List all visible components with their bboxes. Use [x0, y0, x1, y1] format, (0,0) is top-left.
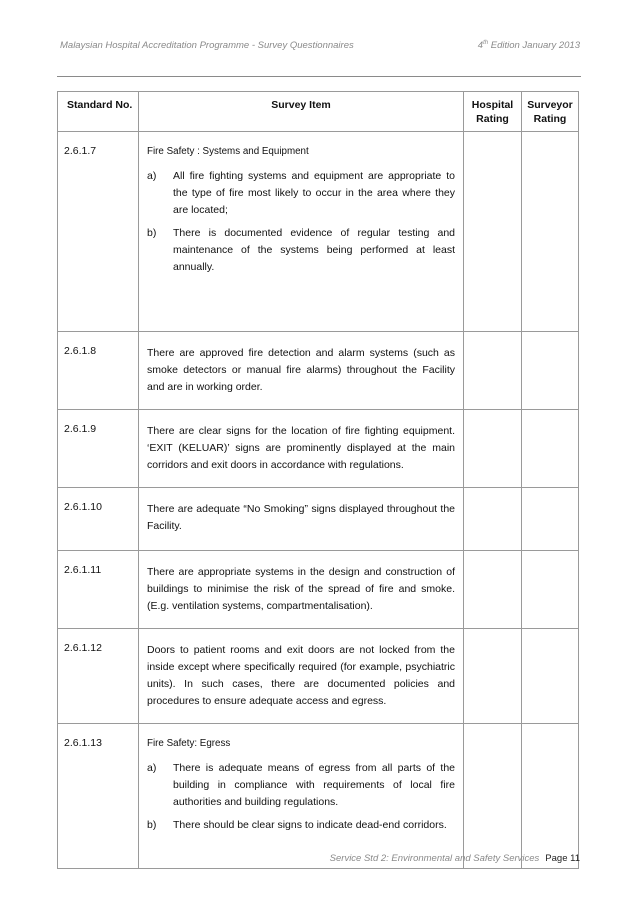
item-text: There are appropriate systems in the design and construction of buildings to minimise the risk of the spread of fire and smoke. (E.g. ventilation systems, compartmentalisation).	[147, 566, 455, 612]
survey-item	[139, 410, 464, 488]
edition-number: 4	[477, 40, 484, 52]
hospital-rating-cell[interactable]	[464, 410, 522, 488]
sub-item-text: All fire fighting systems and equipment are appropriate to the type of fire most likely to occur in the area where they are located;	[173, 170, 455, 216]
item-title: Fire Safety : Systems and Equipment	[147, 146, 309, 157]
table-row	[58, 132, 579, 332]
sub-item	[147, 225, 455, 276]
edition-date: Edition January 2013	[488, 40, 580, 52]
sub-item	[147, 817, 455, 834]
item-text: There are approved fire detection and alarm systems (such as smoke detectors or manual fire alarms) throughout the Facility and are in working order.	[147, 347, 455, 393]
hospital-rating-cell[interactable]	[464, 488, 522, 551]
header-rule	[57, 76, 581, 77]
sub-item-label: a)	[147, 762, 157, 774]
edition-suffix: th	[483, 40, 489, 46]
standard-number: 2.6.1.12	[58, 629, 139, 724]
sub-item-text: There is adequate means of egress from all parts of the building in compliance with requirements of local fire authorities and building regulations.	[173, 762, 455, 808]
sub-item	[147, 760, 455, 811]
item-title: Fire Safety: Egress	[147, 738, 231, 749]
surveyor-rating-line1: Surveyor	[527, 99, 573, 111]
surveyor-rating-cell[interactable]	[522, 724, 579, 869]
survey-item	[139, 629, 464, 724]
standard-number: 2.6.1.7	[58, 132, 139, 332]
surveyor-rating-cell[interactable]	[522, 332, 579, 410]
surveyor-rating-cell[interactable]	[522, 629, 579, 724]
item-text: There are adequate “No Smoking” signs displayed throughout the Facility.	[147, 503, 455, 532]
table-header-row	[58, 92, 579, 132]
hospital-rating-cell[interactable]	[464, 132, 522, 332]
survey-item	[139, 551, 464, 629]
item-text: There are clear signs for the location of fire fighting equipment. ‘EXIT (KELUAR)’ signs are prominently displayed at the main corridors and exit doors in accordance with regulations.	[147, 425, 455, 471]
sub-item-text: There should be clear signs to indicate dead-end corridors.	[173, 819, 447, 831]
table-row	[58, 724, 579, 869]
standard-number: 2.6.1.10	[58, 488, 139, 551]
table-row	[58, 551, 579, 629]
item-text: Doors to patient rooms and exit doors are not locked from the inside except where specifically required (for example, psychiatric units). In such cases, there are documented policies and procedures to ensure adequate access and egress.	[147, 644, 455, 707]
col-hospital-rating-header	[464, 92, 522, 132]
surveyor-rating-line2: Rating	[533, 113, 567, 125]
footer-section: Service Std 2: Environmental and Safety Services	[329, 853, 540, 864]
surveyor-rating-cell[interactable]	[522, 410, 579, 488]
col-surveyor-rating-header	[522, 92, 579, 132]
header-edition	[478, 40, 580, 51]
hospital-rating-cell[interactable]	[464, 724, 522, 869]
surveyor-rating-cell[interactable]	[522, 551, 579, 629]
hospital-rating-line2: Rating	[476, 113, 509, 125]
surveyor-rating-cell[interactable]	[522, 488, 579, 551]
hospital-rating-cell[interactable]	[464, 332, 522, 410]
standard-number: 2.6.1.8	[58, 332, 139, 410]
survey-item	[139, 488, 464, 551]
table-row	[58, 410, 579, 488]
standard-number: 2.6.1.11	[58, 551, 139, 629]
hospital-rating-line1: Hospital	[471, 99, 514, 111]
standard-number: 2.6.1.13	[58, 724, 139, 869]
survey-item	[139, 332, 464, 410]
survey-item	[139, 724, 464, 869]
table-row	[58, 332, 579, 410]
table-row	[58, 629, 579, 724]
standard-number: 2.6.1.9	[58, 410, 139, 488]
table-row	[58, 488, 579, 551]
header-title: Malaysian Hospital Accreditation Programme - Survey Questionnaires	[60, 40, 354, 51]
surveyor-rating-cell[interactable]	[522, 132, 579, 332]
page-number: Page 11	[545, 853, 580, 864]
survey-item	[139, 132, 464, 332]
hospital-rating-cell[interactable]	[464, 629, 522, 724]
sub-item	[147, 168, 455, 219]
col-survey-item-header: Survey Item	[139, 92, 464, 132]
sub-item-label: a)	[147, 170, 157, 182]
hospital-rating-cell[interactable]	[464, 551, 522, 629]
sub-item-label: b)	[147, 819, 157, 831]
sub-item-text: There is documented evidence of regular testing and maintenance of the systems being performed at least annually.	[173, 227, 455, 273]
page-footer	[330, 853, 580, 864]
col-standard-header: Standard No.	[58, 92, 139, 132]
sub-item-label: b)	[147, 227, 157, 239]
survey-table	[57, 91, 579, 869]
